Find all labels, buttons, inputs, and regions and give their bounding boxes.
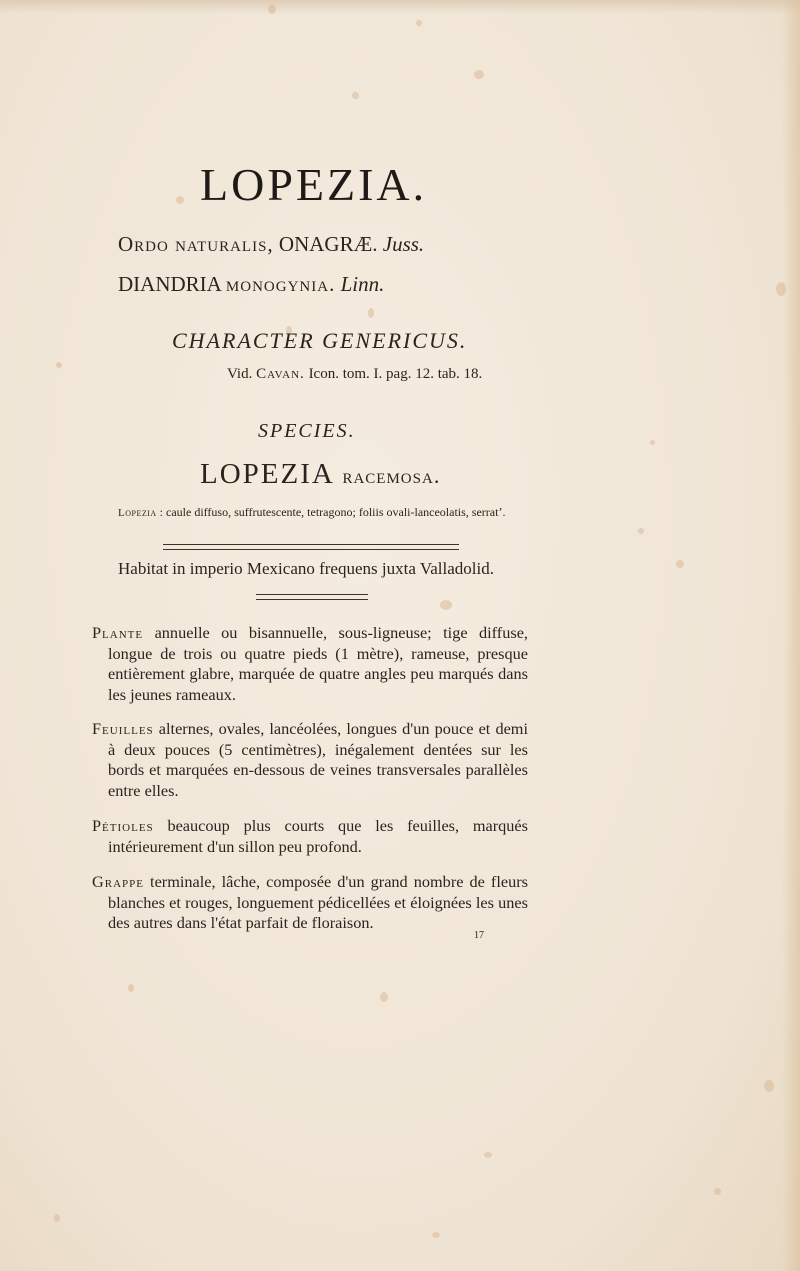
reference-prefix: Vid. <box>227 366 253 382</box>
diagnosis-genus: Lopezia <box>118 507 157 519</box>
paragraph-lead: Pétioles <box>92 816 154 835</box>
foxing-spot <box>764 1080 774 1092</box>
paragraph-text: alternes, ovales, lancéolées, longues d'un pouce et demi à deux pouces (5 centimètres), inégalement dentées sur les bords et marquées en-dessous de veines transversales parallèles entre elles. <box>108 719 528 800</box>
foxing-spot <box>416 20 422 26</box>
foxing-spot <box>268 4 276 14</box>
paragraph-text: beaucoup plus courts que les feuilles, marqués intérieurement d'un sillon peu profond. <box>108 816 528 856</box>
class-order: monogynia. <box>225 272 336 296</box>
paper-right-edge <box>782 0 800 1271</box>
paper-top-edge <box>0 0 800 14</box>
paragraph-lead: Plante <box>92 623 144 642</box>
species-epithet: racemosa. <box>342 463 441 488</box>
foxing-spot <box>484 1152 492 1158</box>
foxing-spot <box>676 560 684 568</box>
paragraph-lead: Grappe <box>92 872 144 891</box>
foxing-spot <box>776 282 786 296</box>
description-paragraph-petioles <box>92 816 528 857</box>
species-heading: SPECIES. <box>258 420 356 442</box>
family-author: Juss. <box>382 232 425 256</box>
foxing-spot <box>54 1214 60 1222</box>
foxing-spot <box>432 1232 440 1238</box>
species-diagnosis <box>118 505 505 520</box>
paragraph-text: annuelle ou bisannuelle, sous-ligneuse; tige diffuse, longue de trois ou quatre pieds (1 mètre), rameuse, presque entièrement glabre, marquée de quatre angles peu marqués dans les jeunes rameaux. <box>108 623 528 704</box>
foxing-spot <box>128 984 134 992</box>
foxing-spot <box>56 362 62 368</box>
description-paragraph-plante <box>92 623 528 705</box>
ordo-label: Ordo naturalis, <box>118 232 274 256</box>
description-paragraph-grappe <box>92 872 528 934</box>
foxing-spot <box>714 1188 721 1195</box>
reference-author: Cavan. <box>256 366 305 382</box>
reference-line <box>227 366 482 383</box>
foxing-spot <box>638 528 644 534</box>
family-name: ONAGRÆ. <box>278 232 378 256</box>
description-paragraph-feuilles <box>92 719 528 801</box>
foxing-spot <box>368 308 374 318</box>
class-author: Linn. <box>340 272 385 296</box>
genus-title: LOPEZIA. <box>200 159 428 210</box>
habitat-line: Habitat in imperio Mexicano frequens juxta Valladolid. <box>118 559 494 578</box>
diagnosis-text: : caule diffuso, suffrutescente, tetragono; foliis ovali-lanceolatis, serratʼ. <box>159 505 506 519</box>
paragraph-text: terminale, lâche, composée d'un grand nombre de fleurs blanches et rouges, longuement pédicellées et éloignées les unes des autres dans l'état parfait de floraison. <box>108 872 528 932</box>
foxing-spot <box>440 600 452 610</box>
class-name: DIANDRIA <box>118 272 221 296</box>
page-number: 17 <box>474 930 484 941</box>
foxing-spot <box>380 992 388 1002</box>
ordo-naturalis-line <box>118 232 424 257</box>
foxing-spot <box>176 196 184 204</box>
species-genus: LOPEZIA <box>200 458 334 490</box>
character-heading: CHARACTER GENERICUS. <box>172 328 468 353</box>
paragraph-lead: Feuilles <box>92 719 154 738</box>
foxing-spot <box>474 70 484 79</box>
foxing-spot <box>352 92 359 99</box>
linnaean-class-line <box>118 272 384 297</box>
double-rule-divider <box>163 544 459 550</box>
short-double-rule-divider <box>256 594 368 600</box>
species-name <box>200 458 440 491</box>
reference-citation: Icon. tom. I. pag. 12. tab. 18. <box>308 366 483 382</box>
foxing-spot <box>650 440 655 445</box>
